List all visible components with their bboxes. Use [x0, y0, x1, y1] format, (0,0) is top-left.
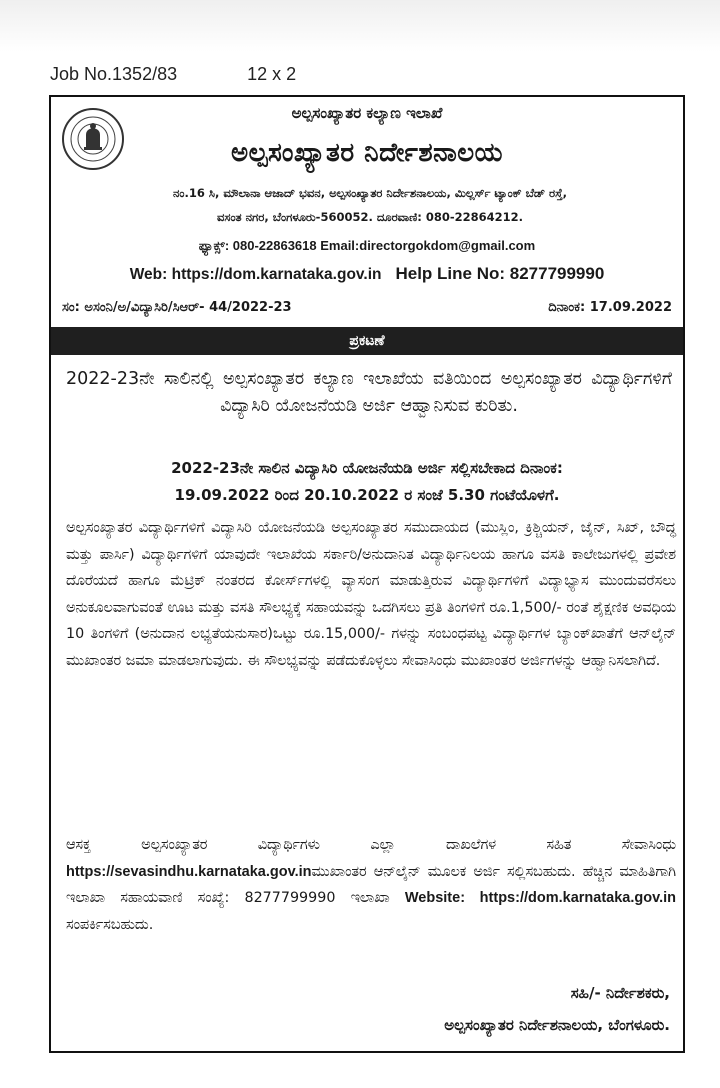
- application-dates: [58, 455, 676, 509]
- notice-subject: 2022-23ನೇ ಸಾಲಿನಲ್ಲಿ ಅಲ್ಪಸಂಖ್ಯಾತರ ಕಲ್ಯಾಣ ಇಲಾಖೆಯ ವತಿಯಿಂದ ಅಲ್ಪಸಂಖ್ಯಾತರ ವಿದ್ಯಾರ್ಥಿಗಳಿಗೆ ವಿದ್ಯಾಸಿರಿ ಯೋಜನೆಯಡಿ ಅರ್ಜಿ ಆಹ್ವಾನಿಸುವ ಕುರಿತು.: [66, 369, 672, 416]
- office-title: ಅಲ್ಪಸಂಖ್ಯಾತರ ನಿರ್ದೇಶನಾಲಯ: [231, 138, 503, 168]
- web-helpline-line: [52, 264, 682, 284]
- department-name: ಅಲ್ಪಸಂಖ್ಯಾತರ ಕಲ್ಯಾಣ ಇಲಾಖೆ: [291, 104, 443, 122]
- address-line-1: ನಂ.16 ಸಿ, ಮೌಲಾನಾ ಆಜಾದ್ ಭವನ, ಅಲ್ಪಸಂಖ್ಯಾತರ ನಿರ್ದೇಶನಾಲಯ, ಮಿಲ್ಲರ್ಸ್ ಟ್ಯಾಂಕ್ ಬೆಡ್ ರಸ್ತೆ,: [173, 186, 567, 200]
- sevasindhu-link[interactable]: https://sevasindhu.karnataka.gov.in: [66, 863, 312, 880]
- body-paragraph-1: ಅಲ್ಪಸಂಖ್ಯಾತರ ವಿದ್ಯಾರ್ಥಿಗಳಿಗೆ ವಿದ್ಯಾಸಿರಿ ಯೋಜನೆಯಡಿ ಅಲ್ಪಸಂಖ್ಯಾತರ ಸಮುದಾಯದ (ಮುಸ್ಲಿಂ, ಕ್ರಿಶ್ಚಿಯನ್, ಜೈನ್, ಸಿಖ್, ಬೌದ್ಧ ಮತ್ತು ಪಾರ್ಸಿ) ವಿದ್ಯಾರ್ಥಿಗಳಿಗೆ ಯಾವುದೇ ಇಲಾಖೆಯ ಸರ್ಕಾರಿ/ಅನುದಾನಿತ ವಿದ್ಯಾರ್ಥಿನಿಲಯ ಹಾಗೂ ವಸತಿ ಕಾಲೇಜುಗಳಲ್ಲಿ ಪ್ರವೇಶ ದೊರೆಯದೆ ಹಾಗೂ ಮೆಟ್ರಿಕ್ ನಂತರದ ಕೋರ್ಸ್‌ಗಳಲ್ಲಿ ವ್ಯಾಸಂಗ ಮಾಡುತ್ತಿರುವ ವಿದ್ಯಾರ್ಥಿಗಳಿಗೆ ವಿದ್ಯಾಭ್ಯಾಸ ಮುಂದುವರೆಸಲು ಅನುಕೂಲವಾಗುವಂತೆ ಊಟ ಮತ್ತು ವಸತಿ ಸೌಲಭ್ಯಕ್ಕೆ ಸಹಾಯವನ್ನು ಒದಗಿಸಲು ಪ್ರತಿ ತಿಂಗಳಿಗೆ ರೂ.1,500/- ರಂತೆ ಶೈಕ್ಷಣಿಕ ಅವಧಿಯ 10 ತಿಂಗಳಿಗೆ (ಅನುದಾನ ಲಭ್ಯತೆಯನುಸಾರ)ಒಟ್ಟು ರೂ.15,000/- ಗಳನ್ನು ಸಂಬಂಧಪಟ್ಟ ವಿದ್ಯಾರ್ಥಿಗಳ ಬ್ಯಾಂಕ್‌ಖಾತೆಗೆ ಆನ್‌ಲೈನ್ ಮುಖಾಂತರ ಜಮಾ ಮಾಡಲಾಗುವುದು. ಈ ಸೌಲಭ್ಯವನ್ನು ಪಡೆದುಕೊಳ್ಳಲು ಸೇವಾಸಿಂಧು ಮುಖಾಂತರ ಅರ್ಜಿಗಳನ್ನು ಆಹ್ವಾನಿಸಲಾಗಿದೆ.: [66, 520, 676, 669]
- helpline-number: Help Line No: 8277799990: [395, 264, 605, 283]
- notice-heading-bar: ಪ್ರಕಟಣೆ: [51, 327, 683, 355]
- p2-text-3: ಸಂಪರ್ಕಿಸಬಹುದು.: [66, 916, 154, 933]
- website-link[interactable]: Web: https://dom.karnataka.gov.in: [129, 266, 382, 283]
- body-paragraph-2: [66, 832, 676, 938]
- fax-email-line: ಫ್ಯಾಕ್ಸ್: 080-22863618 Email:directorgokdom@gmail.com: [198, 238, 536, 253]
- reference-date: ದಿನಾಂಕ: 17.09.2022: [548, 300, 672, 315]
- job-line: [50, 64, 366, 85]
- p2-text-1: ಆಸಕ್ತ ಅಲ್ಪಸಂಖ್ಯಾತರ ವಿದ್ಯಾರ್ಥಿಗಳು ಎಲ್ಲಾ ದಾಖಲೆಗಳ ಸಹಿತ ಸೇವಾಸಿಂಧು: [66, 837, 676, 853]
- top-shade: [0, 0, 720, 52]
- p2-text-2: ಮುಖಾಂತರ ಆನ್‌ಲೈನ್ ಮೂಲಕ ಅರ್ಜಿ ಸಲ್ಲಿಸಬಹುದು. ಹೆಚ್ಚಿನ ಮಾಹಿತಿಗಾಗಿ ಇಲಾಖಾ ಸಹಾಯವಾಣಿ ಸಂಖ್ಯೆ: 8277799990 ಇಲಾಖಾ: [66, 863, 676, 907]
- dates-line-2: 19.09.2022 ರಿಂದ 20.10.2022 ರ ಸಂಜೆ 5.30 ಗಂಟೆಯೊಳಗೆ.: [174, 486, 560, 504]
- signature-office: ಅಲ್ಪಸಂಖ್ಯಾತರ ನಿರ್ದೇಶನಾಲಯ, ಬೆಂಗಳೂರು.: [444, 1016, 670, 1034]
- reference-row: [62, 300, 672, 315]
- dates-line-1: 2022-23ನೇ ಸಾಲಿನ ವಿದ್ಯಾಸಿರಿ ಯೋಜನೆಯಡಿ ಅರ್ಜಿ ಸಲ್ಲಿಸಬೇಕಾದ ದಿನಾಂಕ:: [171, 459, 563, 477]
- ad-size: 12 x 2: [247, 64, 297, 84]
- address-line-2: ವಸಂತ ನಗರ, ಬೆಂಗಳೂರು-560052. ದೂರವಾಣಿ: 080-22864212.: [216, 210, 524, 224]
- department-website-link[interactable]: Website: https://dom.karnataka.gov.in: [404, 890, 676, 907]
- job-number: Job No.1352/83: [50, 64, 178, 84]
- signature-title: ಸಹಿ/- ನಿರ್ದೇಶಕರು,: [570, 984, 670, 1002]
- reference-number: ಸಂ: ಅಸಂನಿ/ಅ/ವಿದ್ಯಾಸಿರಿ/ಸಿಆರ್- 44/2022-23: [62, 300, 292, 315]
